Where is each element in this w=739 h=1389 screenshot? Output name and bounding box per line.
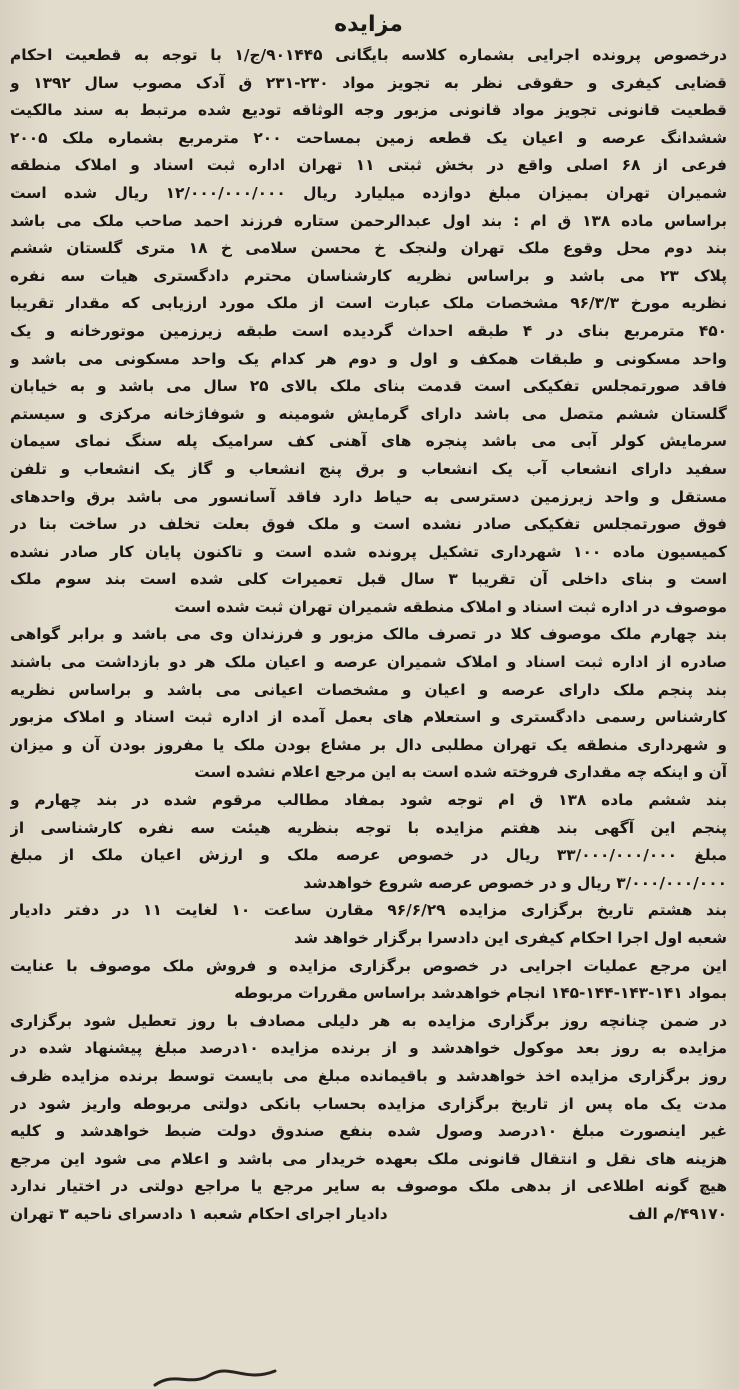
notice-line: مبلغ ۳۳/۰۰۰/۰۰۰/۰۰۰ ریال در خصوص عرصه ملک و ارزش اعیان ملک از مبلغ bbox=[10, 846, 727, 865]
notice-line: غیر اینصورت مبلغ ۱۰درصد وصول شده بنفع صندوق دولت ضبط خواهدشد و کلیه bbox=[10, 1122, 727, 1141]
notice-line: فرعی از ۶۸ اصلی واقع در بخش ثبتی ۱۱ تهران اداره ثبت اسناد و املاک منطقه bbox=[10, 156, 727, 175]
notice-footer bbox=[10, 1201, 727, 1229]
notice-line: فوق صورتمجلس تفکیکی صادر نشده است و ملک فوق بعلت تخلف در ساخت بنا در bbox=[10, 515, 727, 534]
notice-line: براساس ماده ۱۳۸ ق ام : بند اول عبدالرحمن ستاره فرزند احمد صاحب ملک می باشد bbox=[10, 211, 727, 230]
notice-line: بند چهارم ملک موصوف کلا در تصرف مالک مزبور و فرزندان وی می باشد و برابر گواهی bbox=[10, 625, 727, 644]
notice-line: نظریه مورخ ۹۶/۳/۳ مشخصات ملک عبارت است از ملک مورد ارزیابی که مقدار تقریبا bbox=[10, 294, 727, 313]
notice-line: مستقل و واحد زیرزمین دسترسی به حیاط دارد فاقد آسانسور می باشد برق واحدهای bbox=[10, 487, 727, 506]
notice-line: هیچ گونه اطلاعی از بدهی ملک موصوف به سایر مرجع یا مراجع دولتی در اختیار ندارد bbox=[10, 1177, 727, 1196]
notice-line: سرمایش کولر آبی می باشد پنجره های آهنی کف سرامیک پله سنگ نمای سیمان bbox=[10, 432, 727, 451]
notice-line: صادره از اداره ثبت اسناد و املاک شمیران عرصه و اعیان ملک هر دو بازداشت می باشند bbox=[10, 653, 727, 672]
notice-line: بند پنجم ملک دارای عرصه و اعیان و مشخصات اعیانی می باشد و براساس نظریه bbox=[10, 680, 727, 699]
notice-line: مزایده به روز بعد موکول خواهدشد و از برنده مزایده ۱۰درصد مبلغ پیشنهاد شده در bbox=[10, 1039, 727, 1058]
notice-signatory: دادیار اجرای احکام شعبه ۱ دادسرای ناحیه ۳ تهران bbox=[10, 1204, 388, 1223]
notice-line: شمیران تهران بمیزان مبلغ دوازده میلیارد ریال ۱۲/۰۰۰/۰۰۰/۰۰۰ ریال شده است bbox=[10, 183, 727, 202]
notice-line: در ضمن چنانچه روز برگزاری مزایده به هر دلیلی مصادف با روز تعطیل شود برگزاری bbox=[10, 1011, 727, 1030]
notice-line: ۳/۰۰۰/۰۰۰/۰۰۰ ریال و در خصوص عرصه شروع خواهدشد bbox=[303, 873, 727, 892]
notice-line: مدت یک ماه پس از تاریخ برگزاری مزایده بحساب بانکی دولتی مربوطه واریز شود در bbox=[10, 1094, 727, 1113]
notice-line: کارشناس رسمی دادگستری و استعلام های بعمل آمده از اداره ثبت اسناد و املاک مزبور bbox=[10, 708, 727, 727]
notice-line: بمواد ۱۴۱-۱۴۳-۱۴۴-۱۴۵ انجام خواهدشد براساس مقررات مربوطه bbox=[234, 984, 727, 1003]
signature-stroke-icon bbox=[150, 1367, 280, 1389]
notice-code: ۴۹۱۷۰/م الف bbox=[628, 1204, 727, 1223]
notice-line: روز برگزاری مزایده اخذ خواهدشد و باقیمانده مبلغ می بایست توسط برنده مزایده ظرف bbox=[10, 1066, 727, 1085]
notice-line: بند ششم ماده ۱۳۸ ق ام توجه شود بمفاد مطالب مرقوم شده در بند چهارم و bbox=[10, 791, 727, 810]
notice-line: درخصوص پرونده اجرایی بشماره کلاسه بایگانی ۹۰۱۴۴۵/ج/۱ با توجه به قطعیت احکام bbox=[10, 46, 727, 64]
notice-line: قضایی کیفری و حقوقی نظر به تجویز مواد ۲۳۰-۲۳۱ ق آدک مصوب سال ۱۳۹۲ و bbox=[10, 73, 727, 92]
notice-line: واحد مسکونی و طبقات همکف و اول و دوم هر کدام یک واحد مسکونی می باشد و bbox=[10, 349, 727, 368]
notice-line: پلاک ۲۳ می باشد و براساس نظریه کارشناسان محترم دادگستری هیات سه نفره bbox=[10, 266, 727, 285]
notice-title: مزایده bbox=[334, 12, 403, 37]
notice-line: شعبه اول اجرا احکام کیفری این دادسرا برگزار خواهد شد bbox=[293, 929, 727, 947]
notice-line: موصوف در اداره ثبت اسناد و املاک منطقه شمیران تهران ثبت شده است bbox=[174, 597, 727, 616]
notice-line: بند دوم محل وقوع ملک تهران ولنجک خ محسن سلامی خ ۱۸ متری گلستان ششم bbox=[10, 239, 727, 258]
notice-line: کمیسیون ماده ۱۰۰ شهرداری تشکیل پرونده شده است و تاکنون پایان کار صادر نشده bbox=[10, 542, 727, 561]
notice-line: ۴۵۰ مترمربع بنای در ۴ طبقه احداث گردیده است طبقه زیرزمین موتورخانه و یک bbox=[10, 321, 727, 340]
notice-line: گلستان ششم متصل می باشد دارای گرمایش شومینه و شوفاژخانه مرکزی و سیستم bbox=[10, 404, 727, 423]
notice-line: هزینه های نقل و انتقال قانونی ملک بعهده خریدار می باشد و اعلام می شود این مرجع bbox=[10, 1149, 727, 1168]
notice-line: بند هشتم تاریخ برگزاری مزایده ۹۶/۶/۲۹ مقارن ساعت ۱۰ لغایت ۱۱ در دفتر دادیار bbox=[10, 901, 727, 920]
notice-line: آن و اینکه چه مقداری فروخته شده است به این مرجع اعلام نشده است bbox=[194, 763, 727, 782]
notice-line: این مرجع عملیات اجرایی در خصوص برگزاری مزایده و فروش ملک موصوف با عنایت bbox=[10, 956, 727, 975]
notice-line: قطعیت قانونی تجویز مواد قانونی مزبور وجه الوثاقه تودیع شده مرتبط به سند مالکیت bbox=[10, 101, 727, 120]
notice-line: پنجم این آگهی بند هفتم مزایده با توجه بنظریه هیئت سه نفره کارشناسی از bbox=[10, 818, 727, 837]
notice-line: سفید دارای انشعاب آب یک انشعاب و برق پنج انشعاب و گاز یک انشعاب و تلفن bbox=[10, 459, 727, 478]
notice-line: ششدانگ عرصه و اعیان یک قطعه زمین بمساحت ۲۰۰ مترمربع بشماره ملک ۲۰۰۵ bbox=[10, 128, 727, 147]
notice-body bbox=[10, 42, 727, 1201]
notice-line: فاقد صورتمجلس تفکیکی است قدمت بنای ملک بالای ۲۵ سال می باشد و به خیابان bbox=[10, 377, 727, 396]
notice-line: است و بنای داخلی آن تقریبا ۳ سال قبل تعمیرات کلی شده است بند سوم ملک bbox=[10, 570, 727, 589]
notice-line: و شهرداری منطقه یک تهران مطلبی دال بر مشاع بودن ملک یا مفروز بودن آن و میزان bbox=[10, 735, 727, 754]
